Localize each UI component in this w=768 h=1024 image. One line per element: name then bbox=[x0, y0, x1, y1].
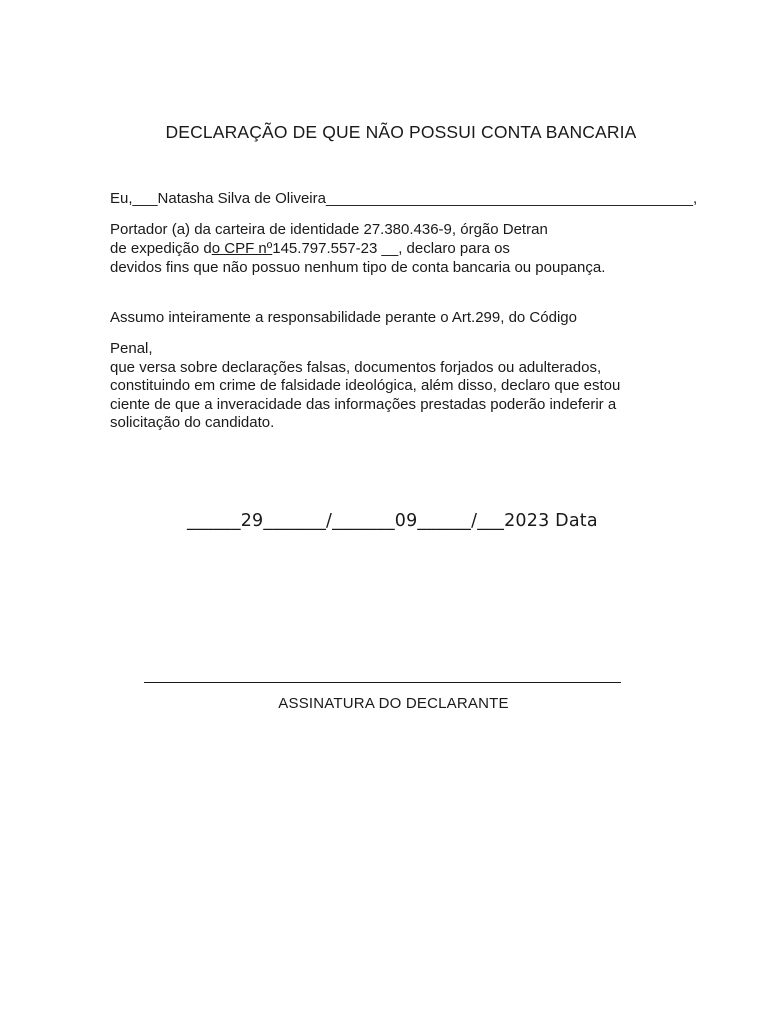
date-line: ______29_______/_______09______/___2023 Data bbox=[187, 511, 598, 531]
name-prefix: Eu, bbox=[110, 190, 133, 207]
responsibility-line-1: Assumo inteiramente a responsabilidade perante o Art.299, do Código bbox=[110, 309, 577, 326]
responsibility-line-3: que versa sobre declarações falsas, documentos forjados ou adulterados, bbox=[110, 359, 602, 376]
responsibility-line-5: ciente de que a inveracidade das informações prestadas poderão indeferir a bbox=[110, 396, 617, 413]
name-blank-after: ____________________________________________ bbox=[325, 190, 694, 207]
signature-line bbox=[144, 682, 621, 683]
responsibility-line-2: Penal, bbox=[110, 340, 153, 357]
identity-line-3: devidos fins que não possuo nenhum tipo de conta bancaria ou poupança. bbox=[110, 259, 606, 276]
signature-label: ASSINATURA DO DECLARANTE bbox=[278, 695, 509, 712]
name-suffix: , bbox=[693, 190, 698, 207]
name-blank-before: ___ bbox=[132, 190, 158, 207]
responsibility-line-6: solicitação do candidato. bbox=[110, 414, 275, 431]
document-title: DECLARAÇÃO DE QUE NÃO POSSUI CONTA BANCARIA bbox=[165, 122, 637, 142]
cpf-label: o CPF nº bbox=[211, 240, 273, 257]
declarant-name-line bbox=[110, 189, 697, 208]
cpf-number: 145.797.557-23 __, declaro para os bbox=[272, 240, 510, 257]
identity-line-2-start: de expedição d bbox=[110, 240, 212, 257]
declarant-name: Natasha Silva de Oliveira bbox=[157, 190, 326, 207]
identity-line-2 bbox=[110, 239, 510, 258]
responsibility-line-4: constituindo em crime de falsidade ideológica, além disso, declaro que estou bbox=[110, 377, 621, 394]
identity-line-1: Portador (a) da carteira de identidade 27.380.436-9, órgão Detran bbox=[110, 221, 548, 238]
